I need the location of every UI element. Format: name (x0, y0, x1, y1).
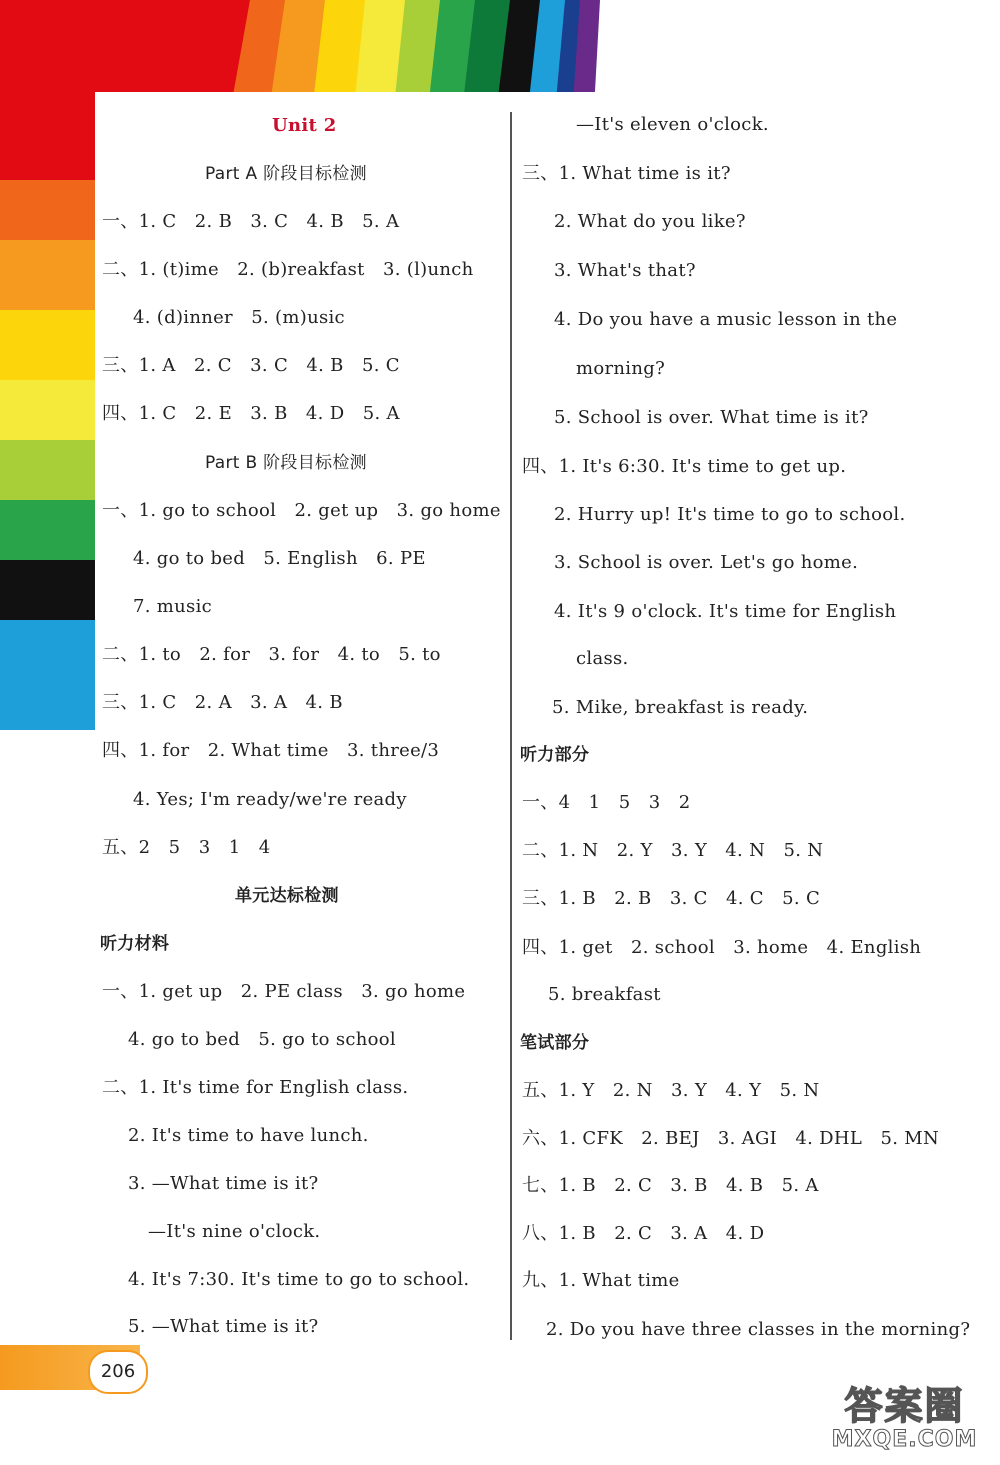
left-column-line: 一、1. go to school 2. get up 3. go home (102, 500, 501, 521)
right-column-line: 4. Do you have a music lesson in the (554, 309, 898, 330)
right-column-line: 七、1. B 2. C 3. B 4. B 5. A (522, 1175, 819, 1196)
left-column-line: 4. It's 7:30. It's time to go to school. (128, 1269, 470, 1290)
right-column-line: 六、1. CFK 2. BEJ 3. AGI 4. DHL 5. MN (522, 1128, 940, 1149)
site-watermark-logo (817, 1375, 992, 1460)
right-column-line: 3. What's that? (554, 260, 696, 281)
right-column-line: —It's eleven o'clock. (576, 114, 769, 135)
left-column-line: —It's nine o'clock. (148, 1221, 321, 1242)
page-number: 206 (88, 1350, 148, 1394)
left-column-line: 听力材料 (100, 934, 170, 954)
right-column-line: 5. School is over. What time is it? (554, 407, 869, 428)
right-column-line: 5. Mike, breakfast is ready. (552, 697, 809, 718)
left-column-line: 四、1. for 2. What time 3. three/3 (102, 740, 440, 761)
watermark-sub-text: MXQE.COM (831, 1427, 978, 1452)
right-column-line: morning? (576, 358, 666, 379)
left-column-line: 一、1. C 2. B 3. C 4. B 5. A (102, 211, 400, 232)
right-column-line: 听力部分 (520, 745, 590, 765)
left-column-line: 五、2 5 3 1 4 (102, 837, 271, 858)
answer-sheet (95, 92, 1000, 1465)
left-column-line: 4. (d)inner 5. (m)usic (133, 307, 345, 328)
left-column-line: 7. music (133, 596, 213, 617)
right-column-line: 3. School is over. Let's go home. (554, 552, 859, 573)
right-column-line: 九、1. What time (522, 1270, 680, 1291)
right-column-line: 五、1. Y 2. N 3. Y 4. Y 5. N (522, 1080, 820, 1101)
right-column-line: 2. Hurry up! It's time to go to school. (554, 504, 906, 525)
left-column-line: Part B 阶段目标检测 (205, 453, 367, 473)
left-column-line: 4. go to bed 5. English 6. PE (133, 548, 426, 569)
right-column-line: 一、4 1 5 3 2 (522, 792, 691, 813)
left-column-line: 四、1. C 2. E 3. B 4. D 5. A (102, 403, 400, 424)
watermark-main-text: 答案圈 (844, 1384, 965, 1428)
left-column-line: 5. —What time is it? (128, 1316, 319, 1337)
right-column-line: 四、1. It's 6:30. It's time to get up. (522, 456, 847, 477)
left-column-line: 一、1. get up 2. PE class 3. go home (102, 981, 466, 1002)
right-column-line: 八、1. B 2. C 3. A 4. D (522, 1223, 765, 1244)
right-column-line: 三、1. B 2. B 3. C 4. C 5. C (522, 888, 821, 909)
right-column-line: 2. Do you have three classes in the morning? (546, 1319, 971, 1340)
right-column-line: 四、1. get 2. school 3. home 4. English (522, 937, 922, 958)
left-column-line: 4. go to bed 5. go to school (128, 1029, 396, 1050)
right-column-line: class. (576, 648, 629, 669)
left-column-line: Part A 阶段目标检测 (205, 164, 367, 184)
left-column-line: 二、1. It's time for English class. (102, 1077, 409, 1098)
column-divider (510, 112, 512, 1340)
right-column-line: 2. What do you like? (554, 211, 746, 232)
right-column-line: 4. It's 9 o'clock. It's time for English (554, 601, 897, 622)
left-column-line: 2. It's time to have lunch. (128, 1125, 369, 1146)
left-column-line: 二、1. to 2. for 3. for 4. to 5. to (102, 644, 441, 665)
left-column-line: 二、1. (t)ime 2. (b)reakfast 3. (l)unch (102, 259, 474, 280)
left-column-line: 4. Yes; I'm ready/we're ready (133, 789, 407, 810)
left-column-line: Unit 2 (272, 115, 337, 136)
right-column-line: 二、1. N 2. Y 3. Y 4. N 5. N (522, 840, 824, 861)
right-column-line: 三、1. What time is it? (522, 163, 731, 184)
left-column-line: 三、1. C 2. A 3. A 4. B (102, 692, 343, 713)
right-column-line: 5. breakfast (548, 984, 661, 1005)
left-column-line: 单元达标检测 (235, 886, 339, 906)
right-column-line: 笔试部分 (520, 1033, 590, 1053)
left-column-line: 三、1. A 2. C 3. C 4. B 5. C (102, 355, 400, 376)
left-column-line: 3. —What time is it? (128, 1173, 319, 1194)
